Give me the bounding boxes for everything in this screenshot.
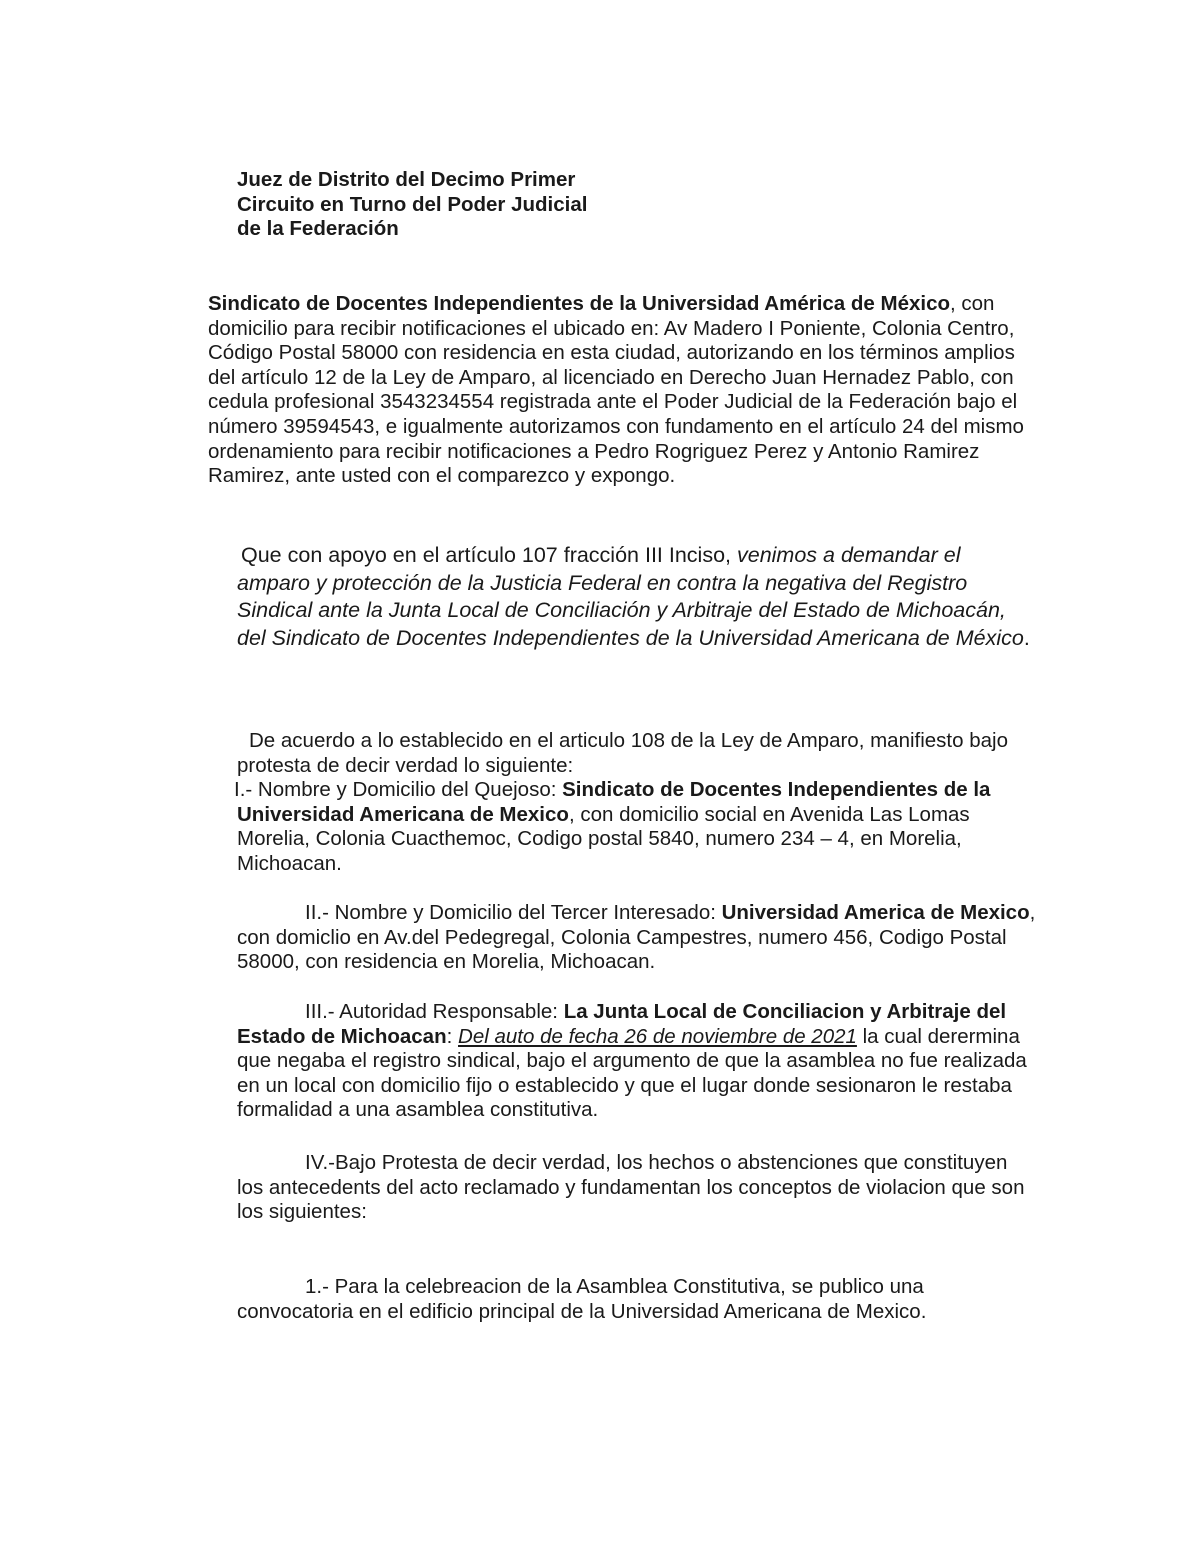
item-3-label: III.- Autoridad Responsable: [305, 1000, 564, 1023]
petition-lead: Que con apoyo en el artículo 107 fracción III Inciso, [241, 543, 737, 567]
item-1-quejoso [234, 778, 1037, 876]
item-3-auto-date: Del auto de fecha 26 de noviembre de 2021 [458, 1024, 857, 1048]
item-3-text: la cual derermina que negaba el registro sindical, bajo el argumento de que la asamblea no fue realizada en un local con domicilio fijo o establecido y que el lugar donde sesionaron le restaba formalidad a una asamblea constitutiva. [237, 1024, 1027, 1122]
addressee-block [237, 168, 837, 242]
intro-paragraph [208, 292, 1038, 489]
addressee-line-3: de la Federación [237, 217, 399, 241]
item-2-label: II.- Nombre y Domicilio del Tercer Interesado: [305, 901, 722, 924]
fact-1: 1.- Para la celebreacion de la Asamblea Constitutiva, se publico una convocatoria en el edificio principal de la Universidad Americana de Mexico. [237, 1275, 927, 1323]
item-2-name: Universidad America de Mexico [721, 901, 1030, 924]
intro-text: , con domicilio para recibir notificaciones el ubicado en: Av Madero I Poniente, Colonia Centro, Código Postal 58000 con residencia en esta ciudad, autorizando en los términos amplios del artículo 12 de la Ley de Amparo, al licenciado en Derecho Juan Hernadez Pablo, con cedula profesional 3543234554 registrada ante el Poder Judicial de la Federación bajo el número 39594543, e igualmente autorizamos con fundamento en el artículo 24 del mismo ordenamiento para recibir notificaciones a Pedro Rogriguez Perez y Antonio Ramirez Ramirez, ante usted con el comparezco y expongo. [208, 292, 1024, 488]
item-3-colon: : [446, 1024, 459, 1048]
addressee-line-1: Juez de Distrito del Decimo Primer [237, 168, 576, 191]
item-2-text: , con domiclio en Av.del Pedegregal, Colonia Campestres, numero 456, Codigo Postal 58000, con residencia en Morelia, Michoacan. [237, 901, 1036, 974]
item-1-name: Sindicato de Docentes Independientes de la Universidad Americana de Mexico [237, 778, 991, 826]
item-2-tercer-interesado [237, 901, 1037, 975]
complainant-name: Sindicato de Docentes Independientes de la Universidad América de México [208, 292, 951, 315]
item-4-protesta: IV.-Bajo Protesta de decir verdad, los hechos o abstenciones que constituyen los antecedents del acto reclamado y fundamentan los conceptos de violacion que son los siguientes: [237, 1151, 1025, 1224]
item-3-name: La Junta Local de Conciliacion y Arbitraje del Estado de Michoacan [237, 1000, 1007, 1048]
item-1-label: I.- Nombre y Domicilio del Quejoso: [234, 778, 563, 801]
item-3-autoridad [237, 1000, 1037, 1123]
petition-paragraph [237, 542, 1037, 652]
item-1-text: , con domicilio social en Avenida Las Lomas Morelia, Colonia Cuacthemoc, Codigo postal 5840, numero 234 – 4, en Morelia, Michoacan. [237, 802, 970, 875]
article-108-intro: De acuerdo a lo establecido en el articulo 108 de la Ley de Amparo, manifiesto bajo protesta de decir verdad lo siguiente: [237, 729, 1008, 777]
petition-italic: venimos a demandar el amparo y protección de la Justicia Federal en contra la negativa del Registro Sindical ante la Junta Local de Conciliación y Arbitraje del Estado de Michoacán, del Sindicato de Docentes Independientes de la Universidad Americana de México [237, 543, 1024, 650]
petition-end: . [1023, 625, 1030, 650]
addressee-line-2: Circuito en Turno del Poder Judicial [237, 192, 588, 216]
